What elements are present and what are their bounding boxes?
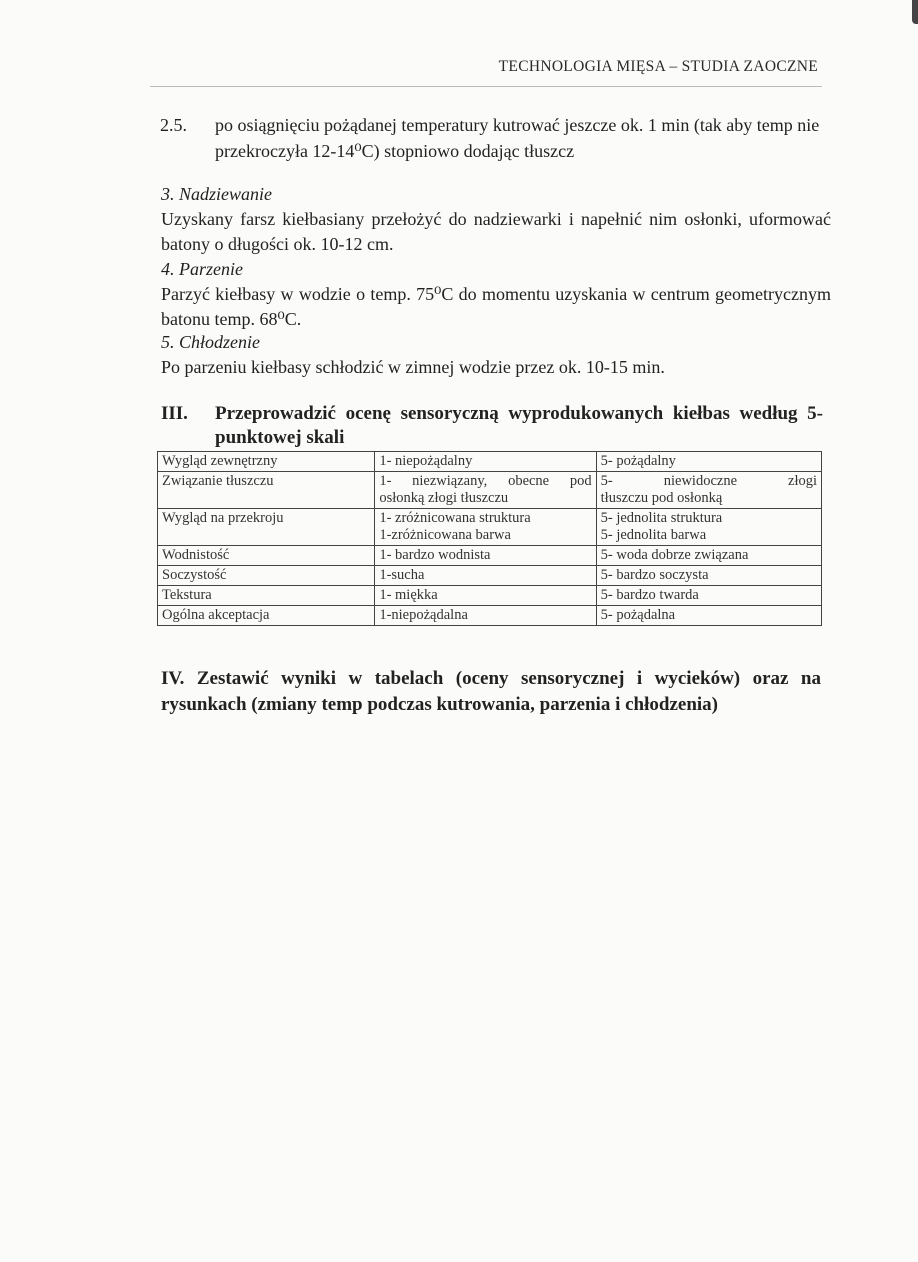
- attribute-cell: Wodnistość: [158, 546, 375, 566]
- scan-edge-mark: [912, 0, 918, 24]
- table-row: [158, 452, 822, 472]
- table-row: [158, 509, 822, 546]
- task-text: Przeprowadzić ocenę sensoryczną wyprodukowanych kiełbas według 5-punktowej skali: [215, 403, 823, 448]
- section-heading: 4. Parzenie: [161, 259, 243, 279]
- section-nadziewanie: [161, 182, 831, 257]
- score-1-text: 1-niepożądalna: [379, 607, 468, 623]
- section-heading: 5. Chłodzenie: [161, 332, 260, 352]
- attribute-cell: Wygląd na przekroju: [158, 509, 375, 546]
- table-row: [158, 472, 822, 509]
- score-5-text: 5- pożądalna: [600, 607, 676, 623]
- attribute-cell: Tekstura: [158, 586, 375, 606]
- score-1-text: 1- zróżnicowana struktura: [379, 510, 531, 526]
- section-parzenie: [161, 257, 831, 332]
- score-5-text: 5- niewidoczne złogi: [600, 473, 817, 489]
- task-number: III.: [161, 403, 188, 424]
- section-text: Po parzeniu kiełbasy schłodzić w zimnej wodzie przez ok. 10-15 min.: [161, 357, 665, 377]
- score-1-cell: [375, 566, 596, 586]
- score-5-cell: [596, 586, 821, 606]
- section-chlodzenie: [161, 330, 831, 380]
- section-text: Parzyć kiełbasy w wodzie o temp. 75⁰C do momentu uzyskania w centrum geometrycznym batonu temp. 68⁰C.: [161, 284, 831, 329]
- step-number: 2.5.: [160, 115, 187, 135]
- task-iv: IV. Zestawić wyniki w tabelach (oceny sensorycznej i wycieków) oraz na rysunkach (zmiany temp podczas kutrowania, parzenia i chłodzenia): [161, 668, 821, 715]
- score-5-cell: [596, 509, 821, 546]
- table-row: [158, 566, 822, 586]
- score-5-text: 5- pożądalny: [600, 453, 676, 469]
- score-5-cell: [596, 606, 821, 626]
- score-1-text: 1- miękka: [379, 587, 438, 603]
- score-5-text: 5- woda dobrze związana: [600, 547, 749, 563]
- score-1-cell: [375, 472, 596, 509]
- score-1-text: 1- bardzo wodnista: [379, 547, 491, 563]
- score-5-text: 5- jednolita struktura: [600, 510, 723, 526]
- table-row: [158, 606, 822, 626]
- sensory-scale-table: [157, 451, 822, 626]
- page-header: TECHNOLOGIA MIĘSA – STUDIA ZAOCZNE: [498, 58, 818, 75]
- score-5-cell: [596, 566, 821, 586]
- score-5-text: 5- jednolita barwa: [600, 527, 707, 543]
- table-row: [158, 546, 822, 566]
- score-1-cell: [375, 509, 596, 546]
- score-5-cell: [596, 452, 821, 472]
- score-1-text: osłonką złogi tłuszczu: [379, 490, 509, 506]
- score-1-cell: [375, 452, 596, 472]
- score-5-cell: [596, 546, 821, 566]
- header-rule: [150, 86, 822, 87]
- score-1-text: 1-zróżnicowana barwa: [379, 527, 511, 543]
- attribute-cell: Soczystość: [158, 566, 375, 586]
- table-row: [158, 586, 822, 606]
- score-1-cell: [375, 546, 596, 566]
- score-5-text: 5- bardzo soczysta: [600, 567, 709, 583]
- score-1-text: 1-sucha: [379, 567, 425, 583]
- section-text: Uzyskany farsz kiełbasiany przełożyć do nadziewarki i napełnić nim osłonki, uformować batony o długości ok. 10-12 cm.: [161, 209, 831, 254]
- score-5-text: tłuszczu pod osłonką: [600, 490, 723, 506]
- step-text: po osiągnięciu pożądanej temperatury kutrować jeszcze ok. 1 min (tak aby temp nie przekroczyła 12-14⁰C) stopniowo dodając tłuszcz: [215, 115, 820, 161]
- score-1-text: 1- niepożądalny: [379, 453, 473, 469]
- score-1-text: 1- niezwiązany, obecne pod: [379, 473, 592, 489]
- step-2-5: [160, 112, 830, 164]
- score-5-cell: [596, 472, 821, 509]
- score-1-cell: [375, 606, 596, 626]
- attribute-cell: Wygląd zewnętrzny: [158, 452, 375, 472]
- section-heading: 3. Nadziewanie: [161, 184, 272, 204]
- task-iii: [161, 402, 823, 450]
- attribute-cell: Związanie tłuszczu: [158, 472, 375, 509]
- attribute-cell: Ogólna akceptacja: [158, 606, 375, 626]
- score-1-cell: [375, 586, 596, 606]
- score-5-text: 5- bardzo twarda: [600, 587, 699, 603]
